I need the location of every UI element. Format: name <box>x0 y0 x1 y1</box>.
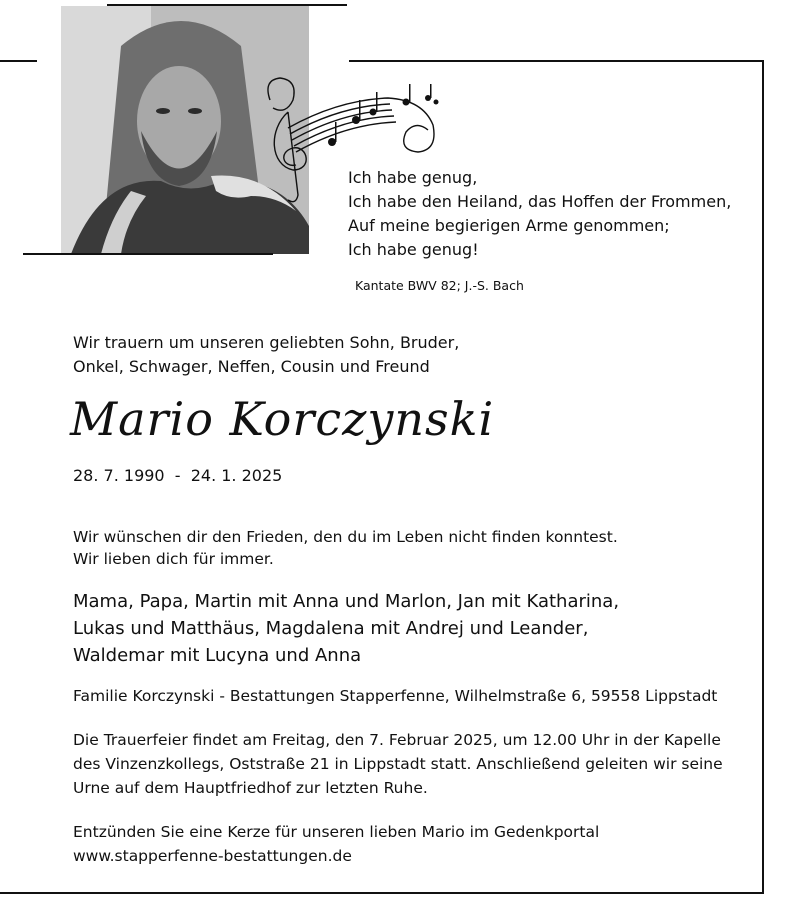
photo-bottom-rule <box>23 253 273 255</box>
intro-line: Onkel, Schwager, Neffen, Cousin und Freund <box>73 357 430 376</box>
mourning-intro <box>73 331 459 379</box>
family-line: Mama, Papa, Martin mit Anna und Marlon, Jan mit Katharina, <box>73 591 620 612</box>
poem-line: Auf meine begierigen Arme genommen; <box>348 216 670 235</box>
poem-line: Ich habe den Heiland, das Hoffen der Frommen, <box>348 192 732 211</box>
memorial-portal <box>73 820 599 868</box>
farewell-wish <box>73 526 618 570</box>
ceremony-details <box>73 728 723 800</box>
funeral-home-address: Familie Korczynski - Bestattungen Stapperfenne, Wilhelmstraße 6, 59558 Lippstadt <box>73 687 718 705</box>
ceremony-line: Urne auf dem Hauptfriedhof zur letzten Ruhe. <box>73 779 428 797</box>
intro-line: Wir trauern um unseren geliebten Sohn, Bruder, <box>73 333 460 352</box>
ceremony-line: Die Trauerfeier findet am Freitag, den 7. Februar 2025, um 12.00 Uhr in der Kapelle <box>73 731 721 749</box>
family-line: Waldemar mit Lucyna und Anna <box>73 645 362 666</box>
deceased-name: Mario Korczynski <box>70 392 495 446</box>
wish-line: Wir lieben dich für immer. <box>73 550 274 568</box>
poem-source: Kantate BWV 82; J.-S. Bach <box>355 278 524 293</box>
wish-line: Wir wünschen dir den Frieden, den du im Leben nicht finden konntest. <box>73 528 618 546</box>
poem-line: Ich habe genug! <box>348 240 479 259</box>
memorial-portal-link[interactable]: www.stapperfenne-bestattungen.de <box>73 847 352 865</box>
family-members <box>73 588 619 669</box>
poem <box>348 166 731 262</box>
candle-line: Entzünden Sie eine Kerze für unseren lieben Mario im Gedenkportal <box>73 823 600 841</box>
ceremony-line: des Vinzenzkollegs, Oststraße 21 in Lippstadt statt. Anschließend geleiten wir seine <box>73 755 723 773</box>
poem-line: Ich habe genug, <box>348 168 478 187</box>
family-line: Lukas und Matthäus, Magdalena mit Andrej und Leander, <box>73 618 589 639</box>
life-dates: 28. 7. 1990 - 24. 1. 2025 <box>73 466 283 485</box>
